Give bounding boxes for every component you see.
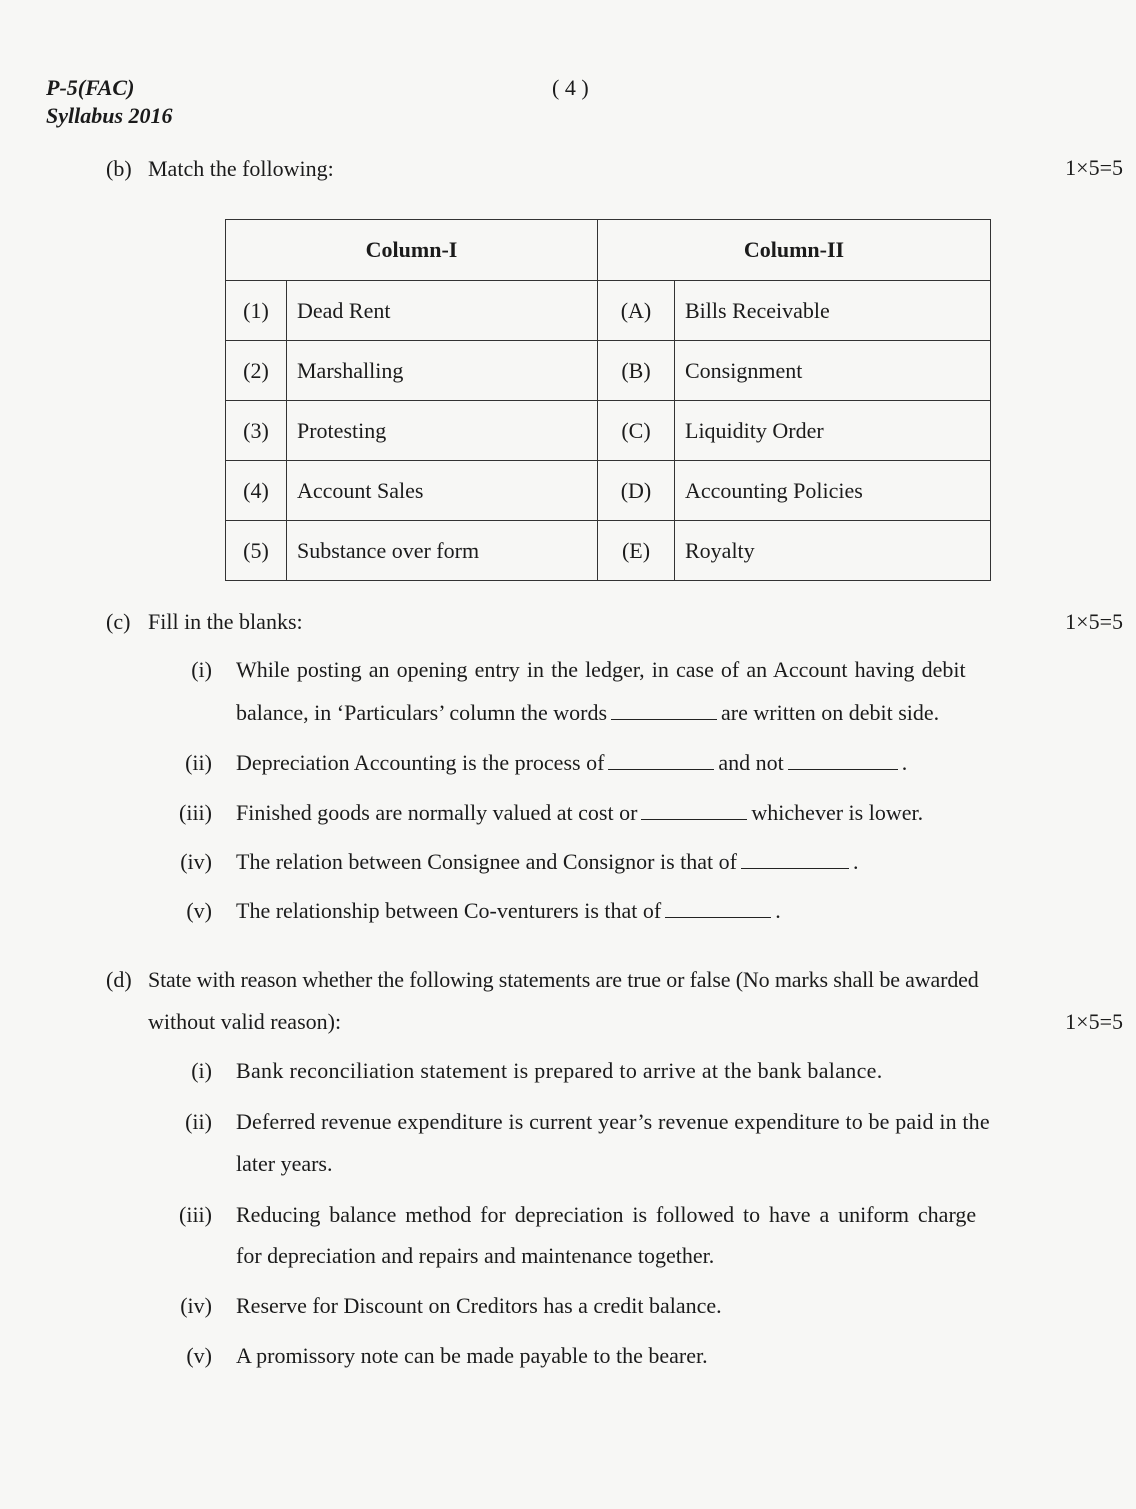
text-part: balance, in ‘Particulars’ column the words (236, 700, 608, 725)
table-row (226, 461, 991, 521)
item-number: (i) (191, 657, 212, 682)
section-d-marks: 1×5=5 (1065, 1009, 1123, 1034)
item-number: (iv) (180, 1293, 212, 1318)
statement-text: A promissory note can be made payable to the bearer. (236, 1343, 708, 1368)
section-b-title: Match the following: (148, 156, 334, 181)
statement-text: Deferred revenue expenditure is current year’s revenue expenditure to be paid in the (236, 1109, 990, 1134)
syllabus-label: Syllabus 2016 (46, 103, 173, 128)
row-item: Marshalling (287, 341, 598, 401)
statement-text: for depreciation and repairs and maintenance together. (236, 1243, 715, 1268)
answer-blank (788, 768, 898, 770)
section-d-title: State with reason whether the following statements are true or false (No marks shall be awarded (148, 967, 979, 992)
section-c-marks: 1×5=5 (1065, 609, 1123, 634)
table-row (226, 401, 991, 461)
fill-blank-text (236, 849, 859, 875)
fill-blank-text (236, 750, 907, 776)
statement-text: later years. (236, 1151, 333, 1176)
answer-blank (611, 718, 717, 720)
item-number: (iii) (179, 1202, 212, 1227)
item-number: (iv) (180, 849, 212, 874)
row-match: Bills Receivable (675, 281, 991, 341)
row-match: Consignment (675, 341, 991, 401)
table-row (226, 281, 991, 341)
item-number: (v) (186, 898, 212, 923)
row-number: (3) (226, 401, 287, 461)
statement-text: Reducing balance method for depreciation is followed to have a uniform charge (236, 1202, 977, 1227)
column-1-header: Column-I (226, 220, 598, 281)
row-letter: (A) (598, 281, 675, 341)
table-row (226, 341, 991, 401)
fill-blank-text (236, 700, 939, 726)
section-d-label: (d) (106, 967, 132, 992)
row-item: Account Sales (287, 461, 598, 521)
text-part: . (853, 849, 859, 874)
text-part: and not (718, 750, 784, 775)
fill-blank-text: While posting an opening entry in the ledger, in case of an Account having debit (236, 657, 966, 682)
row-number: (2) (226, 341, 287, 401)
match-table (225, 219, 991, 581)
answer-blank (665, 916, 771, 918)
item-number: (v) (186, 1343, 212, 1368)
section-c-label: (c) (106, 609, 131, 634)
statement-text: Bank reconciliation statement is prepared to arrive at the bank balance. (236, 1058, 883, 1083)
paper-code: P-5(FAC) (46, 75, 135, 100)
row-number: (5) (226, 521, 287, 581)
answer-blank (641, 818, 747, 820)
row-letter: (C) (598, 401, 675, 461)
fill-blank-text (236, 800, 923, 826)
row-match: Royalty (675, 521, 991, 581)
item-number: (ii) (185, 750, 212, 775)
row-letter: (E) (598, 521, 675, 581)
item-number: (ii) (185, 1109, 212, 1134)
page-number: ( 4 ) (552, 75, 589, 100)
section-b-label: (b) (106, 156, 132, 181)
section-d-title: without valid reason): (148, 1009, 342, 1034)
text-part: Finished goods are normally valued at cost or (236, 800, 638, 825)
item-number: (i) (191, 1058, 212, 1083)
text-part: are written on debit side. (721, 700, 940, 725)
row-match: Liquidity Order (675, 401, 991, 461)
text-part: Depreciation Accounting is the process of (236, 750, 605, 775)
table-header-row (226, 220, 991, 281)
answer-blank (741, 867, 849, 869)
section-c-title: Fill in the blanks: (148, 609, 303, 634)
row-number: (1) (226, 281, 287, 341)
row-item: Dead Rent (287, 281, 598, 341)
statement-text: Reserve for Discount on Creditors has a credit balance. (236, 1293, 722, 1318)
row-item: Substance over form (287, 521, 598, 581)
text-part: . (775, 898, 781, 923)
fill-blank-text (236, 898, 781, 924)
section-b-marks: 1×5=5 (1065, 155, 1123, 180)
row-match: Accounting Policies (675, 461, 991, 521)
text-part: The relation between Consignee and Consignor is that of (236, 849, 737, 874)
item-number: (iii) (179, 800, 212, 825)
row-letter: (D) (598, 461, 675, 521)
table-row (226, 521, 991, 581)
text-part: The relationship between Co-venturers is that of (236, 898, 662, 923)
text-part: whichever is lower. (751, 800, 924, 825)
row-item: Protesting (287, 401, 598, 461)
row-number: (4) (226, 461, 287, 521)
text-part: . (901, 750, 908, 775)
row-letter: (B) (598, 341, 675, 401)
column-2-header: Column-II (598, 220, 991, 281)
answer-blank (608, 768, 714, 770)
